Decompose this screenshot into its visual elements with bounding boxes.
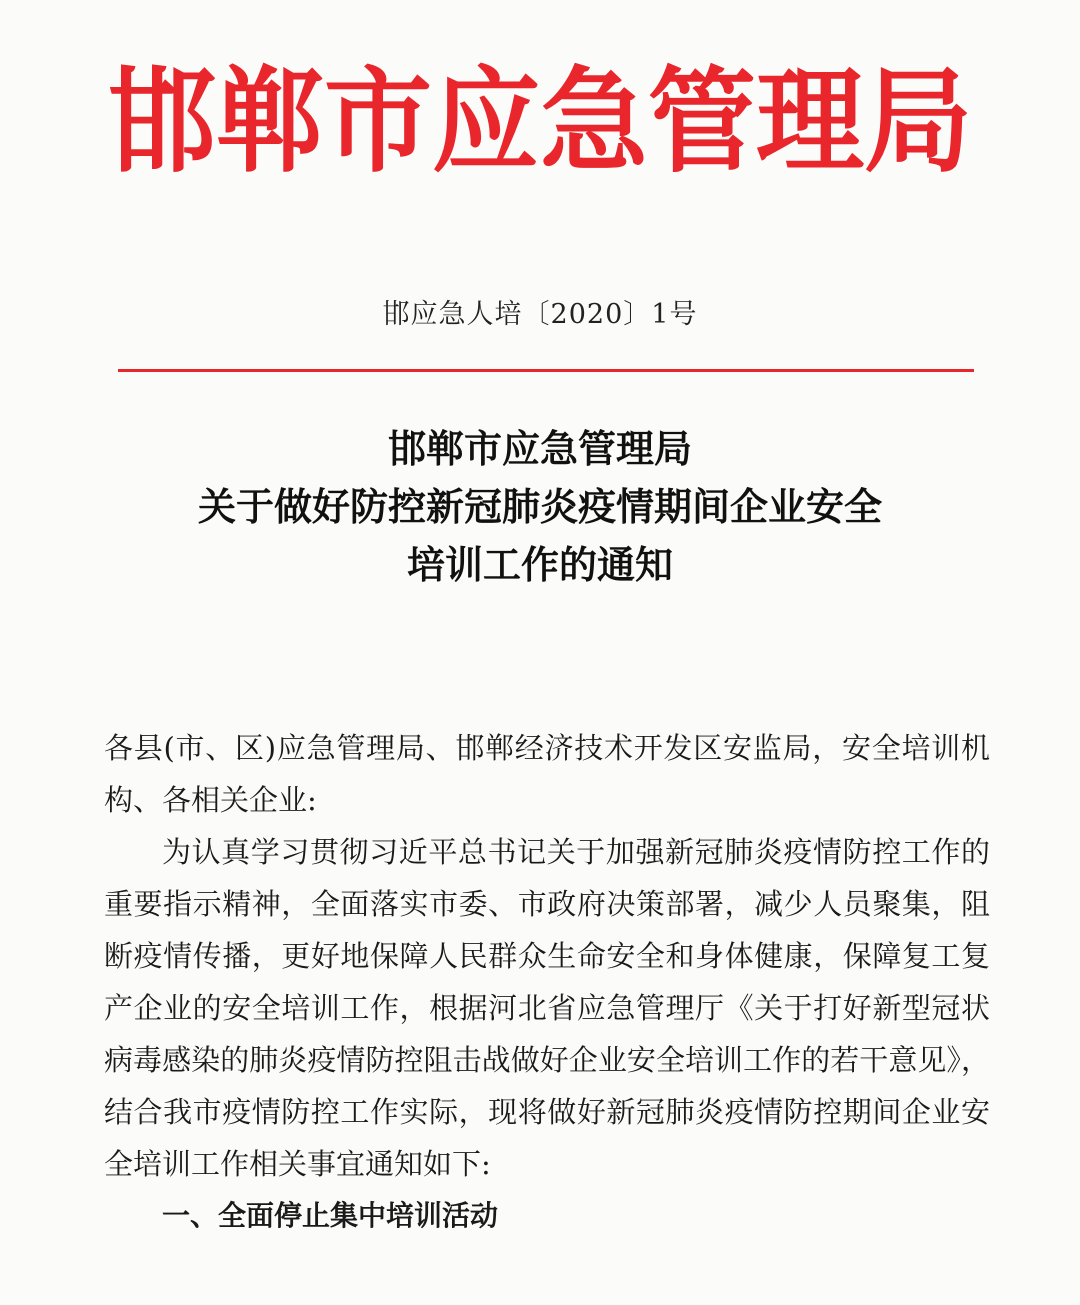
addressee: 各县(市、区)应急管理局、邯郸经济技术开发区安监局，安全培训机构、各相关企业:: [104, 731, 990, 817]
intro-paragraph: 为认真学习贯彻习近平总书记关于加强新冠肺炎疫情防控工作的重要指示精神，全面落实市委、市政府决策部署，减少人员聚集，阻断疫情传播，更好地保障人民群众生命安全和身体健康，保障复工复产企业的安全培训工作，根据河北省应急管理厅《关于打好新型冠状病毒感染的肺炎疫情防控阻击战做好企业安全培训工作的若干意见》，结合我市疫情防控工作实际，现将做好新冠肺炎疫情防控期间企业安全培训工作相关事宜通知如下:: [104, 835, 990, 1181]
title-line-1: 邯郸市应急管理局: [387, 426, 692, 471]
title-line-2: 关于做好防控新冠肺炎疫情期间企业安全: [197, 484, 882, 529]
title-line-3: 培训工作的通知: [406, 542, 673, 587]
document-body: [104, 722, 990, 1242]
document-number: 邯应急人培〔2020〕1号: [382, 299, 698, 330]
red-divider-line: [118, 369, 974, 372]
section-heading-1: 一、全面停止集中培训活动: [162, 1199, 499, 1232]
document-title: [0, 420, 1080, 594]
agency-red-header: 邯郸市应急管理局: [107, 55, 972, 189]
